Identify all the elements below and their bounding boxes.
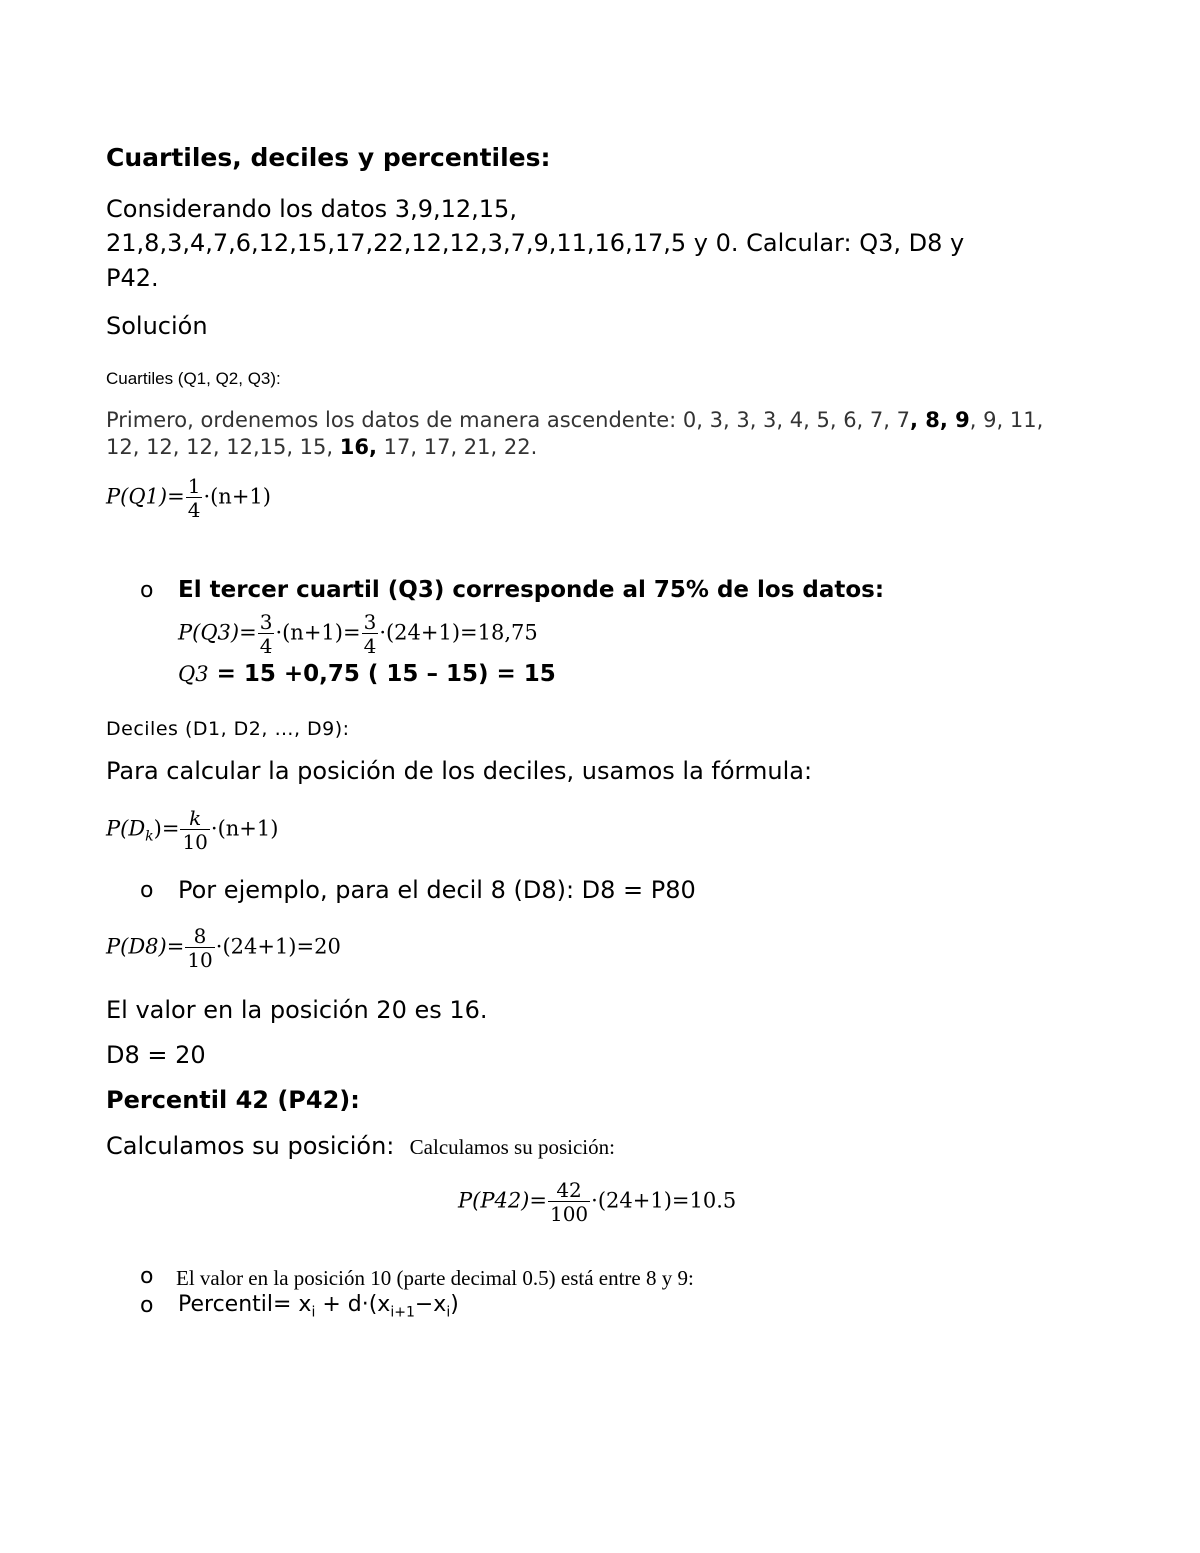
q3-bullet: o bbox=[140, 578, 154, 603]
percentil-formula: Percentil= $x_i + d\cdot(x_{i+1}-x_i)$ bbox=[178, 1292, 459, 1321]
d8-example-text: Por ejemplo, para el decil 8 (D8): D8 = P80 bbox=[178, 876, 696, 904]
problem-line-1: Considerando los datos 3,9,12,15, bbox=[106, 195, 517, 223]
deciles-heading: Deciles (D1, D2, …, D9): bbox=[106, 718, 350, 740]
ordered-data-line-2: 12, 12, 12, 12,15, 15, 16, 17, 17, 21, 22. bbox=[106, 435, 538, 459]
formula-dk-position: $P(D_k)=$ $\frac{k}{10}$ ·(n+1) bbox=[106, 806, 279, 854]
problem-line-2: 21,8,3,4,7,6,12,15,17,22,12,12,3,7,9,11,16,17,5 y 0. Calcular: Q3, D8 y bbox=[106, 229, 965, 257]
formula-p42-position: P(P42)= $\frac{42}{100}$ ·(24+1)=10.5 bbox=[458, 1178, 737, 1226]
value10-text: El valor en la posición 10 (parte decimal 0.5) está entre 8 y 9: bbox=[176, 1266, 694, 1290]
deciles-intro: Para calcular la posición de los deciles, usamos la fórmula: bbox=[106, 757, 813, 785]
solution-heading: Solución bbox=[106, 312, 208, 340]
value10-bullet: o bbox=[140, 1264, 154, 1289]
percentil-formula-bullet: o bbox=[140, 1293, 154, 1318]
value-position-20: El valor en la posición 20 es 16. bbox=[106, 996, 488, 1024]
formula-q3-position: P(Q3)= $\frac{3}{4}$ ·(n+1)= $\frac{3}{4}$ ·(24+1)=18,75 bbox=[178, 610, 538, 658]
d8-example-bullet: o bbox=[140, 878, 154, 903]
problem-line-3: P42. bbox=[106, 264, 159, 292]
page-title: Cuartiles, deciles y percentiles: bbox=[106, 143, 551, 172]
ordered-data-line-1: Primero, ordenemos los datos de manera ascendente: 0, 3, 3, 3, 4, 5, 6, 7, 7, 8, 9, 9, 11, bbox=[106, 408, 1044, 432]
q3-heading: El tercer cuartil (Q3) corresponde al 75% de los datos: bbox=[178, 577, 885, 603]
percentil-heading: Percentil 42 (P42): bbox=[106, 1086, 360, 1114]
cuartiles-heading: Cuartiles (Q1, Q2, Q3): bbox=[106, 369, 281, 388]
calc-position-line: Calculamos su posición: Calculamos su posición: bbox=[106, 1132, 615, 1160]
d8-result: D8 = 20 bbox=[106, 1041, 206, 1069]
formula-d8-position: P(D8)= $\frac{8}{10}$ ·(24+1)=20 bbox=[106, 924, 341, 972]
q3-result: Q3 = 15 +0,75 ( 15 – 15) = 15 bbox=[178, 661, 556, 687]
formula-q1-position: P(Q1)= $\frac{1}{4}$ ·(n+1) bbox=[106, 474, 271, 522]
